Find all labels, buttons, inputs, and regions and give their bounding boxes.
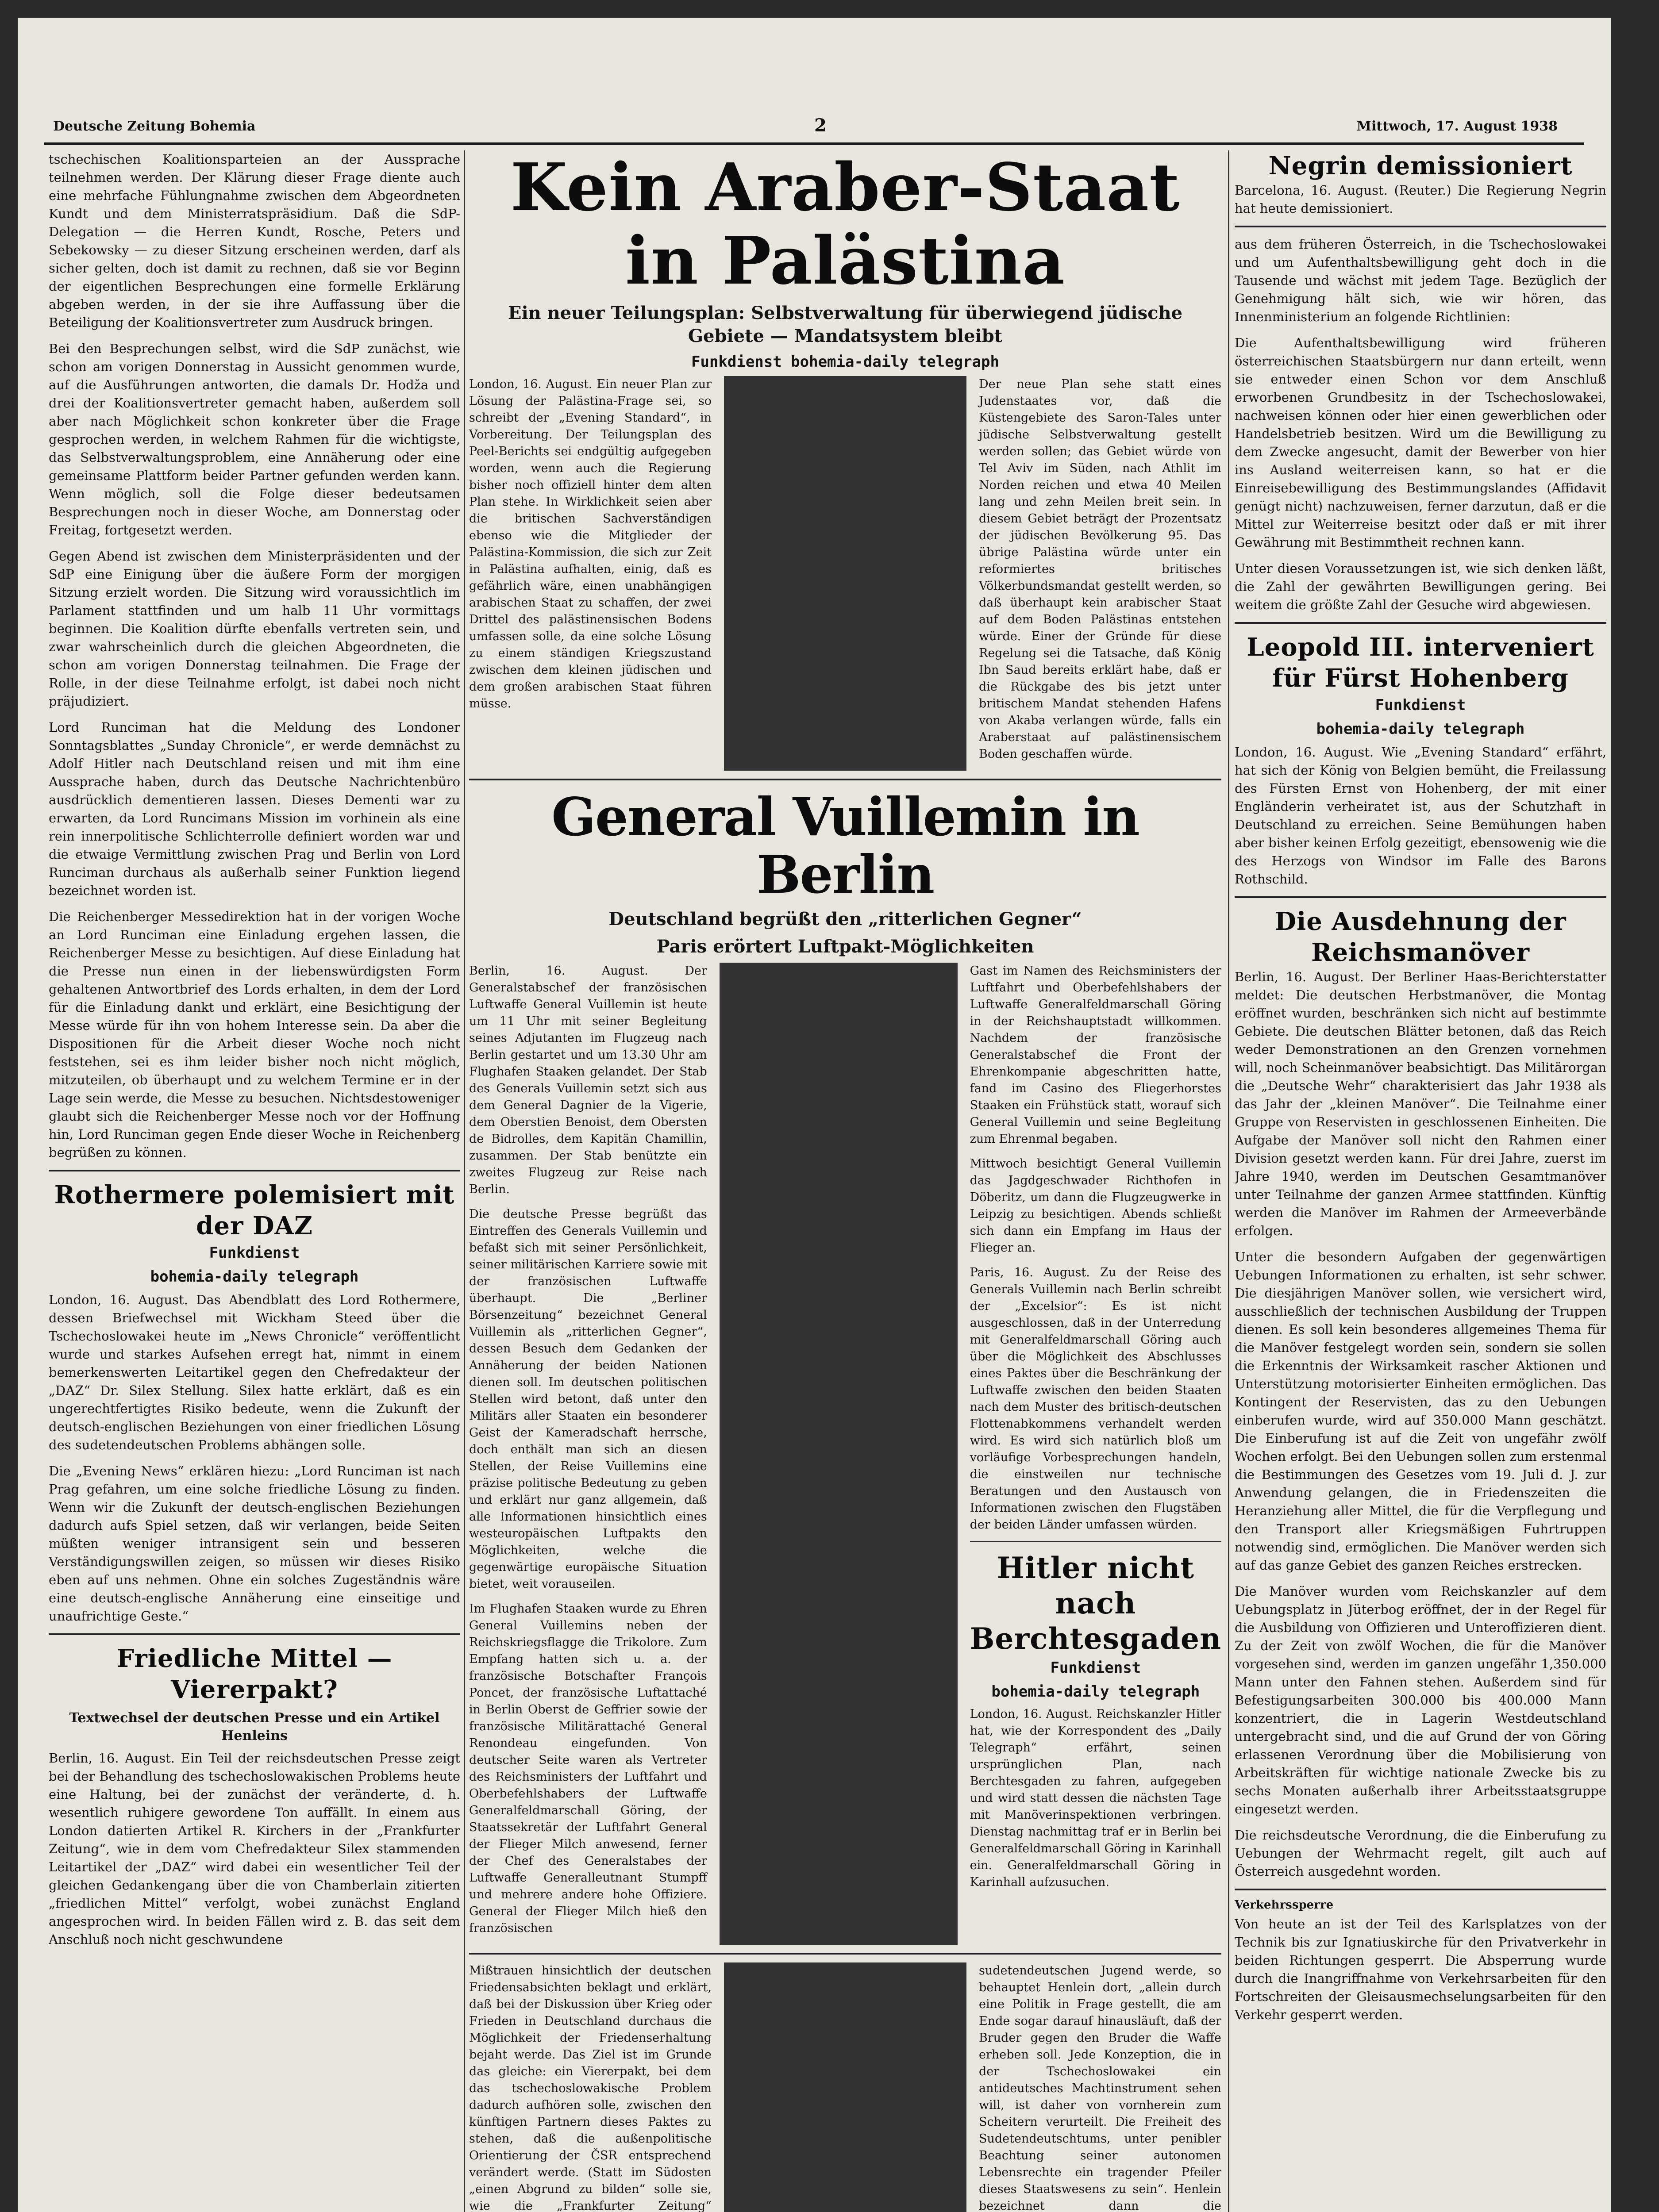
article-text: Lord Runciman hat die Meldung des Londoner Sonntagsblattes „Sunday Chronicle“, er werde demnächst zu Adolf Hitler nach Deutschland reisen und mit ihm eine Aussprache haben, durch das Deutsche Nachrichtenbüro ausdrücklich dementieren lassen. Dieses Dementi war zu erwarten, da Lord Runcimans Mission im vorhinein als eine rein innerpolitische Schlichterrolle definiert worden war und die etwaige Vermittlung zwischen Prag und Berlin von Lord Runciman durchaus als außerhalb seiner Funktion liegend bezeichnet worden ist. (49, 720, 460, 898)
article-columns (469, 1962, 1221, 2212)
article-text: Von heute an ist der Teil des Karlsplatzes von der Technik bis zur Ignatiuskirche für den Privatverkehr in beiden Richtungen gesperrt. Die Absperrung wurde durch die Inangriffnahme von Verkehrsarbeiten für den Fortschreiten der Gleisausmechselungsarbeiten für den Verkehr gesperrt werden. (1235, 1916, 1606, 2022)
article-divider (49, 1633, 460, 1635)
article-text: aus dem früheren Österreich, in die Tschechoslowakei und um Aufenthaltsbewilligung geht doch in die Tausende und wächst mit jedem Tage. Bezüglich der Genehmigung hält sich, wie wir hören, das Innenministerium an folgende Richtlinien: (1235, 237, 1606, 324)
article-divider (1235, 622, 1606, 624)
dateline-source: Funkdienst (209, 1244, 300, 1262)
article-text: Die Reichenberger Messedirektion hat in der vorigen Woche an Lord Runciman eine Einladung ergehen lassen, die Reichenberger Messe zu besichtigen. Auf diese Einladung hat die Presse nun einen in der liebenswürdigsten Form gehaltenen Antwortbrief des Lords erhalten, in dem der Lord für die Einladung dankt und erklärt, eine Besichtigung der Messe würde für ihn von hohem Interesse sein. Da aber die Dispositionen für die Arbeit dieser Woche noch nicht feststehen, sei es ihm leider bisher noch nicht möglich, mitzuteilen, ob überhaupt und zu welchem Termine er in der Lage sein werde, die Messe zu besuchen. Nichtsdestoweniger glaubt sich die Reichenberger Messe noch vor der Hoffnung hin, Lord Runciman gegen Ende dieser Woche in Reichenberg begrüßen zu können. (49, 909, 460, 1160)
article-text: Unter die besondern Aufgaben der gegenwärtigen Uebungen Informationen zu erhalten, ist sehr schwer. Die diesjährigen Manöver sollen, wie versichert wird, ausschließlich der technischen Ausbildung der Truppen dienen. Es soll kein besonderes allgemeines Thema für die Manöver festgelegt worden sein, sondern sie sollen die Erkenntnis der Wirksamkeit rascher Aktionen und Unterstützung motorisierter Einheiten ermöglichen. Das Kontingent der Reservisten, das zu den Uebungen einberufen wurde, wird auf 350.000 Mann geschätzt. Die Einberufung ist auf die Zeit von ungefähr zwölf Wochen erfolgt. Bei den Uebungen sollen zum erstenmal die Bestimmungen des Gesetzes vom 19. Juli d. J. zur Anwendung gelangen, die in Friedenszeiten die Heranziehung aller Mittel, die für die Verpflegung und den Transport aller Kriegsmäßigen Fuhrtruppen notwendig sind, ermöglichen. Die Manöver werden sich auf das ganze Gebiet des ganzen Reiches erstrecken. (1235, 1249, 1606, 1573)
article-text: Gegen Abend ist zwischen dem Ministerpräsidenten und der SdP eine Einigung über die äußere Form der morgigen Sitzung erzielt worden. Die Sitzung wird voraussichtlich im Parlament stattfinden und um halb 11 Uhr vormittags beginnen. Die Koalition dürfte ebenfalls vertreten sein, und zwar wahrscheinlich durch die gleichen Abgeordneten, die schon am vorigen Donnerstag teilnahmen. Die Frage der Rolle, in der diese Teilnahme erfolgt, ist dabei noch nicht präjudiziert. (49, 549, 460, 709)
article-text: Die Manöver wurden vom Reichskanzler auf dem Uebungsplatz in Jüterbog eröffnet, der in der Regel für die Ausbildung von Offizieren und Unteroffizieren dient. Zu der Zeit von zwölf Wochen, die für die Manöver vorgesehen sind, werden im ganzen ungefähr 1,350.000 Mann unter den Fahnen stehen. Außerdem sind für Befestigungsarbeiten 300.000 bis 400.000 Mann konzentriert, die in Lagerin Westdeutschland untergebracht sind, und die auf Grund der von Göring erlassenen Verordnung über die Mobilisierung von Arbeitskräften für wichtige nationale Zwecke bis zu sechs Monaten außerhalb ihrer Arbeitsstaatsgruppe eingesetzt werden. (1235, 1584, 1606, 1816)
subheadline: Ein neuer Teilungsplan: Selbstverwaltung für überwiegend jüdische Gebiete — Mandatsystem bleibt (508, 303, 1183, 346)
column-center (469, 150, 1221, 2212)
article-text: sudetendeutschen Jugend werde, so behauptet Henlein dort, „allein durch eine Politik in Frage gestellt, die am Ende sogar darauf hinausläuft, daß der Bruder gegen den Bruder die Waffe erheben soll. Jede Konzeption, die in der Tschechoslowakei ein antideutsches Machtinstrument sehen will, ist daher von vornherein zum Scheitern verurteilt. Die Freiheit des Sudetendeutschtums, unter penibler Beachtung seiner autonomen Lebensrechte ein tragender Pfeiler dieses Staatswesens zu sein“. Henlein bezeichnet dann die (979, 1964, 1221, 2212)
article-text: Berlin, 16. August. Der Berliner Haas-Berichterstatter meldet: Die deutschen Herbstmanöver, die Montag eröffnet wurden, beschränken sich nicht auf bestimmte Gebiete. Die deutschen Blätter betonen, daß das Reich weder Demonstrationen an den Grenzen vornehmen will, noch Scheinmanöver beabsichtigt. Das Militärorgan die „Deutsche Wehr“ charakterisiert das Jahr 1938 als das Jahr der „kleinen Manöver“. Die Teilnahme einer Gruppe von Reservisten in geschlossenen Einheiten. Die Aufgabe der Manöver soll nicht den Rahmen einer Division gesetzt werden kann. Für drei Jahre, zuerst im Jahre 1940, werden im Deutschen Gesamtmanöver unter Teilnahme der ganzen Armee stattfinden. Künftig werden die Manöver im Rahmen der Armeeverbände erfolgen. (1235, 969, 1606, 1238)
headline-palaestina-line1: Kein Araber-Staat (510, 150, 1180, 226)
subheadline: Paris erörtert Luftpakt-Möglichkeiten (656, 936, 1034, 957)
headline-hitler-line1: Hitler nicht nach (997, 1551, 1195, 1621)
column-left (49, 150, 460, 2212)
dateline-source: Funkdienst bohemia-daily telegraph (691, 353, 999, 371)
article-columns (469, 376, 1221, 771)
article-text: Mißtrauen hinsichtlich der deutschen Friedensabsichten beklagt und erklärt, daß bei der Diskussion über Krieg oder Frieden in Deutschland durchaus die Möglichkeit der Friedenserhaltung bejaht werde. Das Ziel ist im Grunde das gleiche: ein Viererpakt, bei dem das tschechoslowakische Problem dadurch aufhören solle, zwischen den künftigen Partnern dieses Paktes zu stehen, daß die außenpolitische Orientierung der ČSR entsprechend verändert werde. (Statt im Südosten „einen Abgrund zu bilden“ solle sie, wie die „Frankfurter Zeitung“ (469, 1964, 712, 2212)
article-text: Der neue Plan sehe statt eines Judenstaates vor, daß die Küstengebiete des Saron-Tales unter jüdische Selbstverwaltung gestellt werden sollen; das Gebiet würde von Tel Aviv im Süden, nach Athlit im Norden reichen und etwa 40 Meilen lang und zehn Meilen breit sein. In diesem Gebiet beträgt der Prozentsatz der jüdischen Bevölkerung 95. Das übrige Palästina würde unter ein reformiertes britisches Völkerbundsmandat gestellt werden, so daß überhaupt kein arabischer Staat auf dem Boden Palästinas entstehen würde. Einer der Gründe für diese Regelung sei die Tatsache, daß König Ibn Saud bereits erklärt habe, daß er die Rückgabe des bis jetzt unter britischem Mandat stehenden Hafens von Akaba verlangen würde, falls ein Araberstaat auf palästinensischem Boden geschaffen würde. (979, 377, 1221, 761)
dateline-source: bohemia-daily telegraph (150, 1268, 359, 1286)
article-text: Barcelona, 16. August. (Reuter.) Die Regierung Negrin hat heute demissioniert. (1235, 183, 1606, 216)
column-right (1235, 150, 1606, 2212)
article-text: Die „Evening News“ erklären hiezu: „Lord Runciman ist nach Prag gefahren, um eine solche friedliche Lösung zu finden. Wenn wir die Zukunft der deutsch-englischen Beziehungen dadurch aufs Spiel setzen, daß wir verlangen, beide Seiten müßten weniger intransigent sein und besseren Verständigungswillen zeigen, so müssen wir dieses Risiko eben auf uns nehmen. Ohne ein solches Zugeständnis wäre eine deutsch-englische Annäherung eine einseitige und unaufrichtige Geste.“ (49, 1463, 460, 1624)
article-divider (49, 1170, 460, 1171)
column-divider (724, 1962, 966, 2212)
headline-rothermere: Rothermere polemisiert mit der DAZ (54, 1180, 455, 1240)
header-rule (44, 142, 1584, 145)
headline-hitler-line2: Berchtesgaden (970, 1621, 1221, 1656)
article-columns (469, 963, 1221, 1945)
article-text: London, 16. August. Ein neuer Plan zur Lösung der Palästina-Frage sei, so schreibt der „Evening Standard“, in Vorbereitung. Der Teilungsplan des Peel-Berichts sei endgültig aufgegeben worden, wenn auch die Regierung bisher noch offiziell hinter dem alten Plan stehe. In Wirklichkeit seien aber die britischen Sachverständigen ebenso wie die Mitglieder der Palästina-Kommission, die sich zur Zeit in Palästina aufhalten, einig, daß es gefährlich wäre, einen unabhängigen arabischen Staat zu schaffen, der zwei Drittel des palästinensischen Bodens umfassen solle, da eine solche Lösung zu einem ständigen Kriegszustand zwischen dem kleinen jüdischen und dem großen arabischen Staat führen müsse. (469, 377, 712, 710)
headline-palaestina-line2: in Palästina (625, 222, 1066, 299)
article-divider (469, 779, 1221, 780)
article-divider (1235, 226, 1606, 227)
article-text: London, 16. August. Wie „Evening Standard“ erfährt, hat sich der König von Belgien bemüht, die Freilassung des Fürsten Ernst von Hohenberg, der mit einer Engländerin verheiratet ist, aus der Schutzhaft in Deutschland zu erreichen. Seine Bemühungen haben aber bisher keinen Erfolg gezeitigt, ebensowenig wie die des Herzogs von Windsor im Falle des Barons Rothschild. (1235, 745, 1606, 887)
headline-vuillemin: General Vuillemin in Berlin (551, 786, 1139, 905)
article-divider (1235, 1889, 1606, 1890)
headline-friedliche-mittel: Friedliche Mittel — Viererpakt? (116, 1644, 393, 1704)
article-text: London, 16. August. Reichskanzler Hitler hat, wie der Korrespondent des „Daily Telegraph“ erfährt, seinen ursprünglichen Plan, nach Berchtesgaden zu fahren, aufgegeben und wird statt dessen die nächsten Tage mit Manöverinspektionen verbringen. Dienstag nachmittag traf er in Berlin bei Generalfeldmarschall Göring in Karinhall ein. Generalfeldmarschall Göring in Karinhall aufzusuchen. (970, 1707, 1221, 1889)
article-text: Die Aufenthaltsbewilligung wird früheren österreichischen Staatsbürgern nur dann erteilt, wenn sie entweder einen Schon vor dem Anschluß erworbenen Grundbesitz in der Tschechoslowakei, nachweisen können oder hier einen gewerblichen oder Handelsbetrieb besitzen. Wird um die Bewilligung zu dem Zwecke angesucht, damit der Bewerber von hier ins Ausland weiterreisen kann, so hat er die Einreisebewilligung des Bestimmungslandes (Affidavit genügt nicht) nachzuweisen, ferner darzutun, daß er die Mittel zur Weiterreise besitzt oder daß er mit ihrer Gewährung mit Bestimmtheit rechnen kann. (1235, 335, 1606, 550)
dateline-source: bohemia-daily telegraph (1316, 720, 1525, 738)
article-divider (1235, 896, 1606, 898)
article-text: Im Flughafen Staaken wurde zu Ehren General Vuillemins neben der Reichskriegsflagge die Trikolore. Zum Empfang hatten sich u. a. der französische Botschafter François Poncet, der französische Luftattaché in Berlin Oberst de Geffrier sowie der französische Militärattaché General Renondeau eingefunden. Von deutscher Seite waren als Vertreter des Reichsministers der Luftfahrt und Oberbefehlshabers der Luftwaffe Generalfeldmarschall Göring, der Staatssekretär der Luftfahrt General der Flieger Milch anwesend, ferner der Chef des Generalstabes der Luftwaffe Generalleutnant Stumpff und mehrere andere hohe Offiziere. General der Flieger Milch hieß den französischen (469, 1602, 707, 1935)
article-text: Berlin, 16. August. Ein Teil der reichsdeutschen Presse zeigt bei der Behandlung des tschechoslowakischen Problems heute eine Haltung, bei der zunächst der veränderte, d. h. wesentlich ruhigere gewordene Ton auffällt. In einem aus London datierten Artikel R. Kirchers in der „Frankfurter Zeitung“, wie in dem vom Chefredakteur Silex stammenden Leitartikel der „DAZ“ wird dabei ein wesentlicher Teil der gleichen Gedankengang über die von Chamberlain zitierten „friedlichen Mittel“ verfolgt, wobei zunächst England angesprochen wird. In beiden Fällen wird z. B. das seit dem Anschluß noch nicht geschwundene (49, 1751, 460, 1947)
article-text: Bei den Besprechungen selbst, wird die SdP zunächst, wie schon am vorigen Donnerstag in Aussicht genommen wurde, auf die Ausführungen antworten, die damals Dr. Hodža und drei der Koalitionsvertreter gemacht haben, außerdem soll aber nach Möglichkeit schon konkreter über die Frage gesprochen werden, in welchem Rahmen für die wichtigste, das Selbstverwaltungsproblem, eine Annäherung oder eine gemeinsame Plattform beider Partner gefunden werden kann. Wenn möglich, soll die Folge dieser bedeutsamen Besprechungen noch in dieser Woche, am Donnerstag oder Freitag, fortgesetzt werden. (49, 341, 460, 538)
dateline-source: Funkdienst (1050, 1659, 1141, 1677)
article-divider (469, 1953, 1221, 1955)
subheadline: Textwechsel der deutschen Presse und ein Artikel Henleins (69, 1710, 440, 1743)
article-text: Mittwoch besichtigt General Vuillemin das Jagdgeschwader Richthofen in Döberitz, um dann die Flugzeugwerke in Leipzig zu besichtigen. Abends schließt sich dann ein Empfang im Haus der Flieger an. (970, 1157, 1221, 1255)
column-divider (724, 376, 966, 771)
column-divider (1228, 150, 1229, 2212)
article-text: Gast im Namen des Reichsministers der Luftfahrt und Oberbefehlshabers der Luftwaffe Generalfeldmarschall Göring in der Reichshauptstadt willkommen. Nachdem der französische Generalstabschef die Front der Ehrenkompanie abgeschritten hatte, fand im Casino des Fliegerhorstes Staaken ein Frühstück statt, worauf sich General Vuillemin und seine Begleitung zum Ehrenmal begaben. (970, 964, 1221, 1146)
article-divider (970, 1541, 1221, 1542)
headline-leopold: Leopold III. interveniert für Fürst Hohenberg (1247, 633, 1594, 693)
headline-negrin: Negrin demissioniert (1268, 151, 1573, 180)
article-text: Unter diesen Voraussetzungen ist, wie sich denken läßt, die Zahl der gewährten Bewilligungen gering. Bei weitem die größte Zahl der Gesuche wird abgewiesen. (1235, 561, 1606, 612)
dateline-source: Funkdienst (1375, 696, 1466, 714)
paper-name: Deutsche Zeitung Bohemia (53, 119, 256, 134)
column-divider (464, 150, 465, 2212)
article-text: Die reichsdeutsche Verordnung, die die Einberufung zu Uebungen der Wehrmacht regelt, gilt auch auf Österreich ausgedehnt worden. (1235, 1828, 1606, 1879)
article-text: Paris, 16. August. Zu der Reise des Generals Vuillemin nach Berlin schreibt der „Excelsior“: Es ist nicht ausgeschlossen, daß in der Unterredung mit Generalfeldmarschall Göring auch über die Möglichkeit des Abschlusses eines Paktes über die Beschränkung der Luftwaffe zwischen den beiden Staaten nach dem Muster des britisch-deutschen Flottenabkommens verhandelt werden wird. Es wird sich natürlich bloß um vorläufige Vorbesprechungen handeln, die einstweilen nur technische Beratungen und den Austausch von Informationen zwischen den Flugstäben der beiden Länder umfassen würden. (970, 1266, 1221, 1532)
subheadline: Deutschland begrüßt den „ritterlichen Gegner“ (608, 909, 1082, 929)
page-number: 2 (814, 115, 827, 136)
article-text: Berlin, 16. August. Der Generalstabschef der französischen Luftwaffe General Vuillemin ist heute um 11 Uhr mit seiner Begleitung seines Adjutanten im Flugzeug nach Berlin gestartet und um 13.30 Uhr am Flughafen Staaken gelandet. Der Stab des Generals Vuillemin setzt sich aus dem General Dagnier de la Vigerie, dem Oberstien Benoist, dem Obersten de Bidrolles, dem Kapitän Chamillin, zusammen. Der Stab benützte ein zweites Flugzeug zur Reise nach Berlin. (469, 964, 707, 1196)
section-label: Verkehrssperre (1235, 1898, 1334, 1912)
article-text: tschechischen Koalitionsparteien an der Aussprache teilnehmen werden. Der Klärung dieser Frage diente auch eine mehrfache Fühlungnahme zwischen dem Abgeordneten Kundt und dem Ministerratspräsidium. Daß die SdP-Delegation — die Herren Kundt, Rosche, Peters und Sebekowsky — zu dieser Sitzung erscheinen werden, darf als sicher gelten, doch ist damit zu rechnen, daß sie vor Beginn der eigentlichen Besprechungen eine formelle Erklärung abgeben werden, in der sie ihre Auffassung über die Beteiligung der Koalitionsvertreter zum Ausdruck bringen. (49, 152, 460, 330)
running-header (35, 111, 1593, 142)
headline-reichsmanoever: Die Ausdehnung der Reichsmanöver (1274, 907, 1567, 967)
article-text: Die deutsche Presse begrüßt das Eintreffen des Generals Vuillemin und befaßt sich mit seiner Persönlichkeit, seiner militärischen Karriere sowie mit der französischen Luftwaffe überhaupt. Die „Berliner Börsenzeitung“ bezeichnet General Vuillemin als „ritterlichen Gegner“, dessen Besuch dem Gedanken der Annäherung der beiden Nationen dienen soll. Im deutschen politischen Stellen wird betont, daß unter den Militärs aller Staaten ein besonderer Geist der Kameradschaft herrsche, doch enthält man sich an diesen Stellen, der Reise Vuillemins eine präzise politische Bedeutung zu geben und erklärt nur ganz allgemein, daß alle Informationen hinsichtlich eines westeuropäischen Luftpakts den Möglichkeiten, welche die gegenwärtige europäische Situation bietet, weit vorauseilen. (469, 1207, 707, 1591)
dateline-source: bohemia-daily telegraph (991, 1683, 1200, 1701)
column-divider (720, 963, 958, 1945)
newspaper-page (18, 18, 1611, 2212)
issue-date: Mittwoch, 17. August 1938 (1356, 119, 1558, 134)
article-text: London, 16. August. Das Abendblatt des Lord Rothermere, dessen Briefwechsel mit Wickham Steed über die Tschechoslowakei heute im „News Chronicle“ veröffentlicht wurde und starkes Aufsehen erregt hat, nimmt in einem bemerkenswerten Leitartikel gegen den Chefredakteur der „DAZ“ Dr. Silex Stellung. Silex hatte erklärt, daß es ein ungerechtfertigtes Risiko bedeute, wenn die Zukunft der deutsch-englischen Beziehungen von einer friedlichen Lösung des sudetendeutschen Problems abhängen solle. (49, 1292, 460, 1452)
